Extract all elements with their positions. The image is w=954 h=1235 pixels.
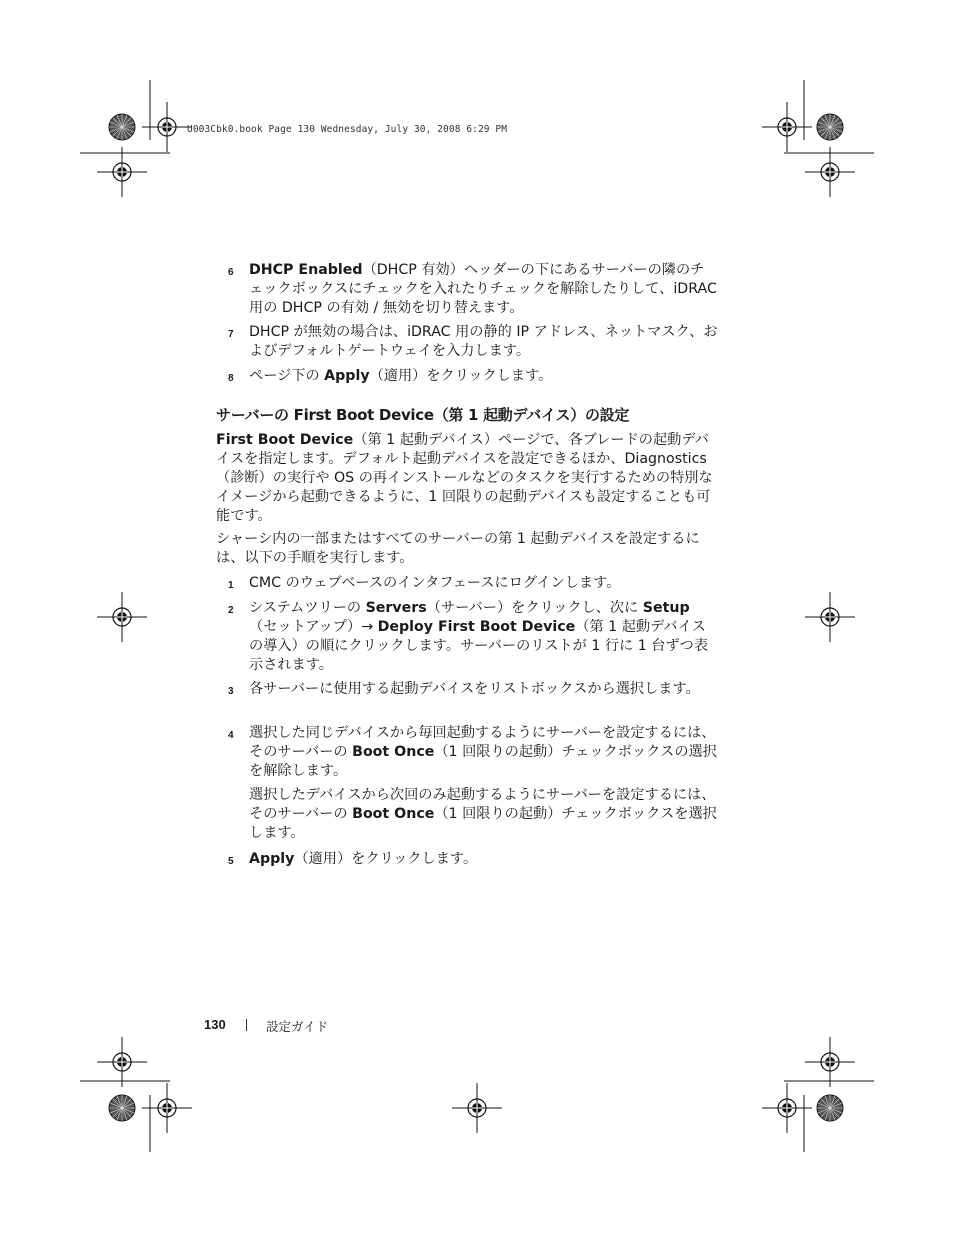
step-text: （適用）をクリックします。 xyxy=(294,851,478,867)
step-text: CMC のウェブベースのインタフェースにログインします。 xyxy=(249,575,621,591)
ui-term: Boot Once xyxy=(352,806,435,822)
list-item xyxy=(228,574,718,593)
step-continuation xyxy=(249,786,719,843)
intro-paragraph xyxy=(216,431,716,526)
list-item xyxy=(228,850,718,869)
step-number: 7 xyxy=(228,329,234,340)
step-text: 選択したデバイスから次回のみ起動するようにサーバーを設定するには、そのサーバーの xyxy=(249,787,716,822)
list-item xyxy=(228,261,718,318)
ui-term: Apply xyxy=(249,851,295,867)
step-text: （1 回限りの起動）チェックボックスを選択します。 xyxy=(249,806,717,841)
step-text: （サーバー）をクリックし、次に xyxy=(426,600,643,616)
step-text: （セットアップ）→ xyxy=(249,619,378,635)
footer-divider xyxy=(246,1019,247,1031)
ui-term: Servers xyxy=(365,600,427,616)
step-number: 1 xyxy=(228,580,234,591)
step-number: 3 xyxy=(228,686,234,697)
list-item xyxy=(228,680,718,699)
step-text: （適用）をクリックします。 xyxy=(369,368,553,384)
footer-title: 設定ガイド xyxy=(266,1019,329,1034)
ui-term: DHCP Enabled xyxy=(249,262,363,278)
step-number: 4 xyxy=(228,730,234,741)
step-text: 選択した同じデバイスから毎回起動するようにサーバーを設定するには、そのサーバーの xyxy=(249,725,716,760)
step-text: （1 回限りの起動）チェックボックスの選択を解除します。 xyxy=(249,744,717,779)
step-text: DHCP が無効の場合は、iDRAC 用の静的 IP アドレス、ネットマスク、およびデフォルトゲートウェイを入力します。 xyxy=(249,324,718,359)
step-text: システムツリーの xyxy=(249,600,366,616)
step-text: ページ下の xyxy=(249,368,325,384)
list-item xyxy=(228,724,718,781)
ui-term: Apply xyxy=(324,368,370,384)
page-number: 130 xyxy=(204,1017,226,1032)
step-text: 各サーバーに使用する起動デバイスをリストボックスから選択します。 xyxy=(249,681,700,697)
step-text: （DHCP 有効）ヘッダーの下にあるサーバーの隣のチェックボックスにチェックを入れたりチェックを解除したりして、iDRAC 用の DHCP の有効 / 無効を切り替えます。 xyxy=(249,262,717,316)
ui-term: Setup xyxy=(642,600,690,616)
procedure-intro: シャーシ内の一部またはすべてのサーバーの第 1 起動デバイスを設定するには、以下の手順を実行します。 xyxy=(216,531,700,566)
list-item xyxy=(228,599,718,675)
ui-term: First Boot Device xyxy=(216,432,354,448)
list-item xyxy=(228,367,718,386)
ui-term: Boot Once xyxy=(352,744,435,760)
list-item xyxy=(228,323,718,361)
ui-term: Deploy First Boot Device xyxy=(377,619,576,635)
section-heading: サーバーの First Boot Device（第 1 起動デバイス）の設定 xyxy=(216,406,630,424)
step-number: 2 xyxy=(228,605,234,616)
step-number: 6 xyxy=(228,267,234,278)
book-file-header: U003Cbk0.book Page 130 Wednesday, July 30, 2008 6:29 PM xyxy=(187,124,508,135)
step-text: （第 1 起動デバイスの導入）の順にクリックします。サーバーのリストが 1 行に 1 台ずつ表示されます。 xyxy=(249,619,709,673)
step-number: 5 xyxy=(228,856,234,867)
step-number: 8 xyxy=(228,373,234,384)
paragraph-text: （第 1 起動デバイス）ページで、各ブレードの起動デバイスを指定します。デフォルト起動デバイスを設定できるほか、Diagnostics（診断）の実行や OS の再インストールなどのタスクを実行するための特別なイメージから起動できるように、1 回限りの起動デバイスも設定することも可能です。 xyxy=(216,432,713,524)
